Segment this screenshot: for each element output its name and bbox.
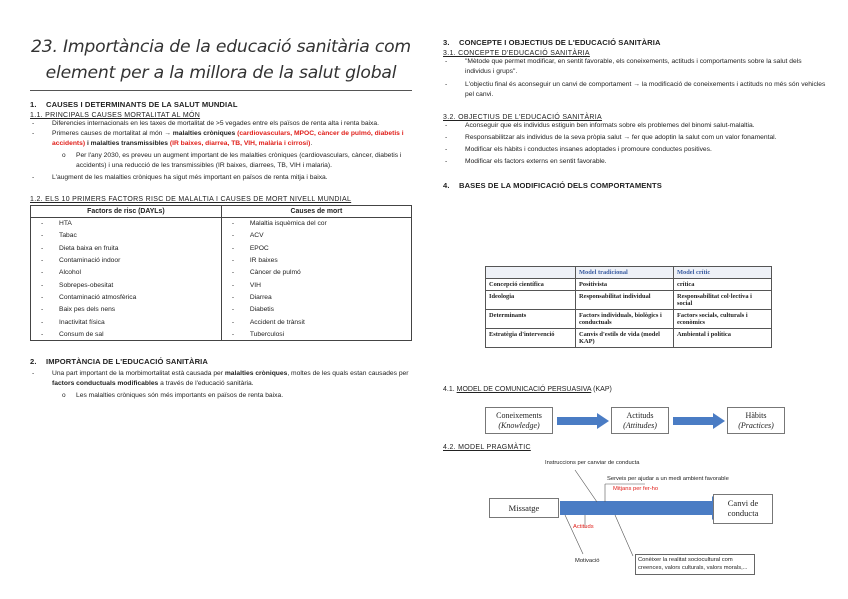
risk-factor: Tabac — [59, 232, 77, 240]
risk-factor: Contaminació indoor — [59, 257, 121, 265]
title-line-1: 23. Importància de la educació sanitària com — [31, 37, 411, 57]
motivation-label: Motivació — [575, 558, 600, 564]
dash: - — [41, 293, 44, 301]
cause-cell — [221, 291, 411, 303]
means-label: Mitjans per fer-ho — [613, 486, 659, 492]
models-row-label: Determinants — [486, 310, 576, 329]
dash: - — [231, 306, 235, 314]
sociocultural-box: Conèixer la realitat sociocultural com creences, valors culturals, valors morals,... — [635, 554, 755, 575]
models-cell: Ambiental i política — [674, 329, 772, 348]
cause-of-death: Diarrea — [249, 293, 272, 301]
bullet-chronic-increase: - L'augment de les malalties cròniques ha sigut més important en països de renta mitja i baixa. — [30, 173, 412, 183]
kap-box-attitudes: Actituds (Attitudes) — [611, 407, 669, 434]
cause-of-death: Diabetis — [249, 306, 274, 314]
models-cell: Factors socials, culturals i econòmics — [674, 310, 772, 329]
models-cell: Canvis d'estils de vida (model KAP) — [576, 329, 674, 348]
models-col-traditional: Model tradicional — [576, 267, 674, 279]
bullet-final-goal: - L'objectiu final és aconseguir un canvi de comportament → la modificació de coneixements i actituds no més són vehicles pel canvi. — [443, 80, 828, 100]
dash: - — [41, 281, 44, 289]
section-4-1-heading: 4.1. MODEL DE COMUNICACIÓ PERSUASIVA (KAP) — [443, 386, 612, 393]
objective-1: - Aconseguir que els individus estiguin ben informats sobre els problemes del binomi salut-malaltia. — [443, 121, 828, 131]
cause-cell — [221, 279, 411, 291]
table-row — [31, 254, 412, 266]
models-col-empty — [486, 267, 576, 279]
models-row-label: Estratègia d'intervenció — [486, 329, 576, 348]
cause-cell — [221, 304, 411, 316]
dash: - — [41, 220, 44, 228]
models-cell: crítica — [674, 279, 772, 291]
risk-factor-cell — [31, 267, 222, 279]
document-title — [30, 34, 412, 86]
risk-factor-cell — [31, 304, 222, 316]
models-col-critical: Model crític — [674, 267, 772, 279]
cause-of-death: EPOC — [249, 244, 269, 252]
table-header-risk: Factors de risc (DAYLs) — [31, 206, 222, 218]
risk-factor: Alcohol — [59, 269, 81, 277]
dash: - — [231, 244, 235, 252]
table-row — [31, 304, 412, 316]
risk-factor-cell — [31, 254, 222, 266]
section-4-2-heading: 4.2. MODEL PRAGMÀTIC — [443, 444, 531, 451]
dash: - — [231, 232, 235, 240]
dash: - — [231, 257, 235, 265]
risk-factor: HTA — [59, 220, 72, 228]
risk-factor-cell — [31, 230, 222, 242]
risk-factor: Inactivitat física — [59, 318, 105, 326]
cause-of-death: Càncer de pulmó — [249, 269, 301, 277]
models-row-label: Ideologia — [486, 291, 576, 310]
subbullet-2030: o Per l'any 2030, es preveu un augment important de les malalties cròniques (cardiovasculars, càncer, diabetis i accidents) i una reducció de les transmissibles (IR baixes, diarrees, TB, VIH i malaria). — [30, 151, 412, 171]
risk-factor-cell — [31, 279, 222, 291]
bullet-mortality-diff: - Diferencies internacionals en les taxes de mortalitat de >5 vegades entre els països de renta alta i renta baixa. — [30, 119, 412, 129]
cause-of-death: Tuberculosi — [249, 330, 285, 338]
table-row — [31, 291, 412, 303]
dash: - — [231, 269, 235, 277]
title-line-2: element per a la millora de la salut global — [45, 63, 397, 83]
right-column — [443, 38, 828, 190]
cause-of-death: Malaltia isquèmica del cor — [249, 220, 327, 228]
dash: - — [231, 318, 235, 326]
models-table — [485, 266, 772, 348]
cause-cell — [221, 254, 411, 266]
risk-factor-cell — [31, 291, 222, 303]
cause-cell — [221, 316, 411, 328]
risk-factor: Baix pes dels nens — [59, 306, 116, 314]
risk-factors-table — [30, 205, 412, 341]
cause-of-death: Accident de trànsit — [249, 318, 305, 326]
cause-of-death: IR baixes — [249, 257, 278, 265]
dash: - — [231, 330, 235, 338]
cause-cell — [221, 218, 411, 230]
table-row — [31, 267, 412, 279]
risk-factor-cell — [31, 328, 222, 340]
table-row — [31, 218, 412, 230]
cause-of-death: VIH — [249, 281, 261, 289]
table-row — [31, 242, 412, 254]
bullet-concept: - "Mètode que permet modificar, en sentit favorable, els coneixements, actituds i comportaments sobre la salut dels individus i grups". — [443, 57, 828, 77]
subbullet-low-income: o Les malalties cròniques són més importants en països de renta baixa. — [30, 391, 412, 401]
section-3-1-heading: 3.1. CONCEPTE D'EDUCACIÓ SANITÀRIA — [443, 50, 590, 57]
dash: - — [41, 330, 44, 338]
cause-cell — [221, 267, 411, 279]
kap-arrow-2 — [673, 413, 725, 429]
bullet-morbimortality: - Una part important de la morbimortalitat està causada per malalties cròniques, moltes de les quals estan causades per factors conductuals modificables a través de l'educació sanitària. — [30, 369, 412, 389]
models-cell: Positivista — [576, 279, 674, 291]
models-cell: Responsabilitat col·lectiva i social — [674, 291, 772, 310]
risk-factor: Dieta baixa en fruita — [59, 244, 119, 252]
attitudes-label: Actituds — [573, 524, 594, 530]
table-row — [31, 328, 412, 340]
section-1-1-heading: 1.1. PRINCIPALS CAUSES MORTALITAT AL MÓN — [30, 112, 201, 119]
pragmatic-model-diagram — [485, 458, 785, 588]
models-cell: Responsabilitat individual — [576, 291, 674, 310]
models-row — [486, 279, 772, 291]
table-header-causes: Causes de mort — [221, 206, 411, 218]
table-row — [31, 279, 412, 291]
models-row-label: Concepció científica — [486, 279, 576, 291]
kap-arrow-1 — [557, 413, 609, 429]
risk-factor-cell — [31, 218, 222, 230]
table-row — [31, 316, 412, 328]
section-2-heading: 2. IMPORTÀNCIA DE L'EDUCACIÓ SANITÀRIA — [30, 356, 208, 366]
objective-2: - Responsabilitzar als individus de la seva pròpia salut → fer que adoptin la salut com un valor fonamental. — [443, 133, 828, 143]
risk-table-body — [31, 218, 412, 341]
models-cell: Factors individuals, biològics i conductuals — [576, 310, 674, 329]
models-table-body — [486, 279, 772, 348]
risk-factor-cell — [31, 242, 222, 254]
cause-cell — [221, 230, 411, 242]
left-column — [30, 34, 412, 401]
dash: - — [41, 257, 44, 265]
cause-cell — [221, 328, 411, 340]
risk-factor: Consum de sal — [59, 330, 104, 338]
models-row — [486, 291, 772, 310]
instructions-label: Instruccions per canviar de conducta — [545, 460, 640, 466]
models-row — [486, 329, 772, 348]
message-box: Missatge — [489, 498, 559, 518]
cause-cell — [221, 242, 411, 254]
section-1-heading: 1. CAUSES I DETERMINANTS DE LA SALUT MUNDIAL — [30, 100, 238, 109]
dash: - — [41, 318, 44, 326]
dash: - — [41, 244, 44, 252]
risk-factor-cell — [31, 316, 222, 328]
risk-factor: Sobrepes-obesitat — [59, 281, 114, 289]
dash: - — [231, 220, 235, 228]
bullet-main-causes: - Primeres causes de mortalitat al món → malalties cròniques (cardiovasculars, MPOC, càncer de pulmó, diabetis i accidents) i malalties transmissibles (IR baixes, diarrea, TB, VIH, malària i cirrosi). — [30, 129, 412, 149]
risk-factor: Contaminació atmosfèrica — [59, 293, 137, 301]
section-3-heading: 3. CONCEPTE I OBJECTIUS DE L'EDUCACIÓ SANITÀRIA — [443, 38, 661, 47]
title-divider — [30, 90, 412, 91]
dash: - — [231, 293, 235, 301]
objective-3: - Modificar els hàbits i conductes insanes adoptades i promoure conductes positives. — [443, 145, 828, 155]
dash: - — [41, 232, 44, 240]
dash: - — [231, 281, 235, 289]
kap-box-practices: Hàbits (Practices) — [727, 407, 785, 434]
kap-box-knowledge: Coneixements (Knowledge) — [485, 407, 553, 434]
section-1-2-heading: 1.2. ELS 10 PRIMERS FACTORS RISC DE MALALTIA I CAUSES DE MORT NIVELL MUNDIAL — [30, 196, 352, 203]
cause-of-death: ACV — [249, 232, 264, 240]
services-label: Serveis per ajudar a un medi ambient favorable — [607, 476, 729, 482]
objective-4: - Modificar els factors externs en sentit favorable. — [443, 157, 828, 167]
behavior-change-box: Canvi de conducta — [713, 494, 773, 524]
dash: - — [41, 269, 44, 277]
section-4-heading: 4. BASES DE LA MODIFICACIÓ DELS COMPORTAMENTS — [443, 181, 662, 190]
section-3-2-heading: 3.2. OBJECTIUS DE L'EDUCACIÓ SANITÀRIA — [443, 114, 602, 121]
models-row — [486, 310, 772, 329]
kap-diagram — [485, 405, 785, 439]
dash: - — [41, 306, 44, 314]
table-row — [31, 230, 412, 242]
